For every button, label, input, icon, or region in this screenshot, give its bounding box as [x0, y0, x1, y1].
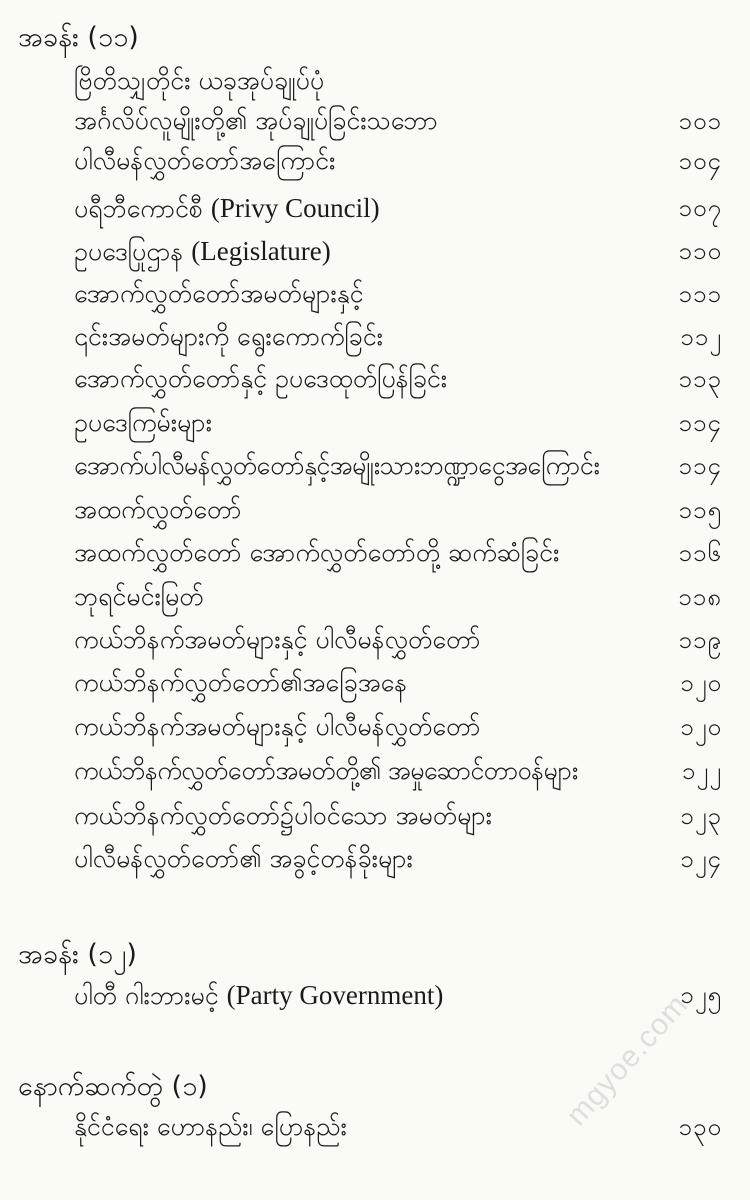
toc-entry-title: ကယ်ဘိနက်အမတ်များနှင့် ပါလီမန်လွှတ်တော် — [74, 625, 481, 654]
toc-entry-title: အောက်လွှတ်တော်နှင့် ဥပဒေထုတ်ပြန်ခြင်း — [74, 364, 448, 393]
toc-entry-page: ၁၁၈ — [678, 583, 722, 611]
toc-entry-title: အထက်လွှတ်တော် အောက်လွှတ်တော်တို့ ဆက်ဆံခြင်း — [74, 538, 560, 567]
toc-entry-title: ကယ်ဘိနက်လွှတ်တော်၏အခြေအနေ — [74, 668, 408, 697]
toc-entry-page: ၁၂၂ — [681, 757, 722, 785]
toc-entry-title-english: (Legislature) — [191, 236, 331, 266]
toc-entry — [74, 490, 722, 530]
toc-entry — [74, 751, 722, 791]
toc-entry-title: အောက်ပါလီမန်လွှတ်တော်နှင့်အမျိုးသားဘဏ္ဍာငွေအကြောင်း — [74, 451, 600, 480]
toc-entry-page: ၁၃၀ — [678, 1113, 722, 1141]
toc-entry — [74, 359, 722, 399]
toc-entry-title: ကယ်ဘိနက်လွှတ်တော်အမတ်တို့၏ အမှုဆောင်တာဝန်များ — [74, 756, 578, 785]
toc-entry-page: ၁၂၄ — [680, 845, 722, 873]
toc-entry — [74, 796, 722, 836]
appendix-1-heading: နောက်ဆက်တွဲ (၁) — [18, 1071, 208, 1102]
toc-entry-page: ၁၁၁ — [678, 280, 722, 308]
toc-entry — [74, 707, 722, 747]
toc-entry-page: ၁၀၇ — [678, 194, 722, 222]
toc-entry-page: ၁၁၃ — [678, 365, 722, 393]
toc-entry-title — [74, 231, 331, 272]
toc-entry-title: ပါလီမန်လွှတ်တော်၏ အခွင့်တန်ခိုးများ — [74, 844, 413, 873]
toc-entry — [74, 533, 722, 573]
chapter-12-heading: အခန်း (၁၂) — [18, 939, 137, 970]
toc-entry-title — [74, 975, 443, 1016]
toc-entry — [74, 101, 722, 141]
toc-entry — [74, 975, 722, 1015]
toc-entry-title-burmese: ဥပဒေပြုဌာန — [74, 237, 184, 266]
toc-entry — [74, 1107, 722, 1147]
toc-entry-title: ကယ်ဘိနက်အမတ်များနှင့် ပါလီမန်လွှတ်တော် — [74, 712, 481, 741]
toc-entry-page: ၁၂၀ — [680, 669, 722, 697]
toc-entry — [74, 188, 722, 228]
toc-entry-page: ၁၁၉ — [678, 626, 722, 654]
toc-entry-title-burmese: ပရီဘီကောင်စီ — [74, 194, 203, 223]
toc-entry-page: ၁၁၄ — [678, 452, 722, 480]
toc-entry — [74, 274, 722, 314]
toc-entry-page: ၁၁၄ — [678, 409, 722, 437]
toc-entry-title-burmese: ပါတီ ဂါးဘားမင့် — [74, 981, 219, 1010]
toc-entry-page: ၁၁၀ — [678, 237, 722, 265]
toc-entry-page: ၁၂၀ — [680, 713, 722, 741]
toc-entry-title: နိုင်ငံရေး ဟောနည်း၊ ပြောနည်း — [74, 1112, 347, 1141]
toc-entry-title: အင်္ဂလိပ်လူမျိုးတို့၏ အုပ်ချုပ်ခြင်းသဘော — [74, 106, 438, 135]
toc-entry — [74, 446, 722, 486]
toc-entry — [74, 61, 722, 101]
toc-entry — [74, 620, 722, 660]
toc-entry-title: ပါလီမန်လွှတ်တော်အကြောင်း — [74, 146, 336, 175]
toc-entry — [74, 663, 722, 703]
toc-entry-page: ၁၁၅ — [678, 496, 722, 524]
toc-entry — [74, 403, 722, 443]
toc-entry-page: ၁၁၆ — [678, 539, 722, 567]
watermark: mgyoe.com — [560, 988, 695, 1133]
toc-entry-page: ၁၂၃ — [680, 802, 722, 830]
toc-entry-title: ၎င်းအမတ်များကို ရွေးကောက်ခြင်း — [74, 322, 383, 351]
toc-entry-title: ကယ်ဘိနက်လွှတ်တော်၌ပါဝင်သော အမတ်များ — [74, 801, 492, 830]
toc-entry — [74, 317, 722, 357]
toc-entry — [74, 141, 722, 181]
toc-entry — [74, 839, 722, 879]
toc-entry-page: ၁၂၅ — [680, 981, 722, 1009]
toc-entry-title: ဗြိတိသျှတိုင်း ယခုအုပ်ချုပ်ပုံ — [74, 66, 325, 95]
toc-entry-title-english: (Privy Council) — [210, 193, 380, 223]
chapter-11-heading: အခန်း (၁၁) — [18, 22, 139, 53]
toc-entry-page: ၁၀၁ — [678, 107, 722, 135]
toc-entry-title: အောက်လွှတ်တော်အမတ်များနှင့် — [74, 279, 364, 308]
toc-entry-title: ဘုရင်မင်းမြတ် — [74, 582, 204, 611]
toc-entry — [74, 231, 722, 271]
toc-entry-title: ဥပဒေကြမ်းများ — [74, 408, 212, 437]
toc-entry-title-english: (Party Government) — [226, 980, 444, 1010]
toc-entry-page: ၁၁၂ — [680, 323, 722, 351]
toc-entry — [74, 577, 722, 617]
toc-entry-title — [74, 188, 380, 229]
toc-entry-title: အထက်လွှတ်တော် — [74, 495, 242, 524]
toc-entry-page: ၁၀၄ — [678, 147, 722, 175]
